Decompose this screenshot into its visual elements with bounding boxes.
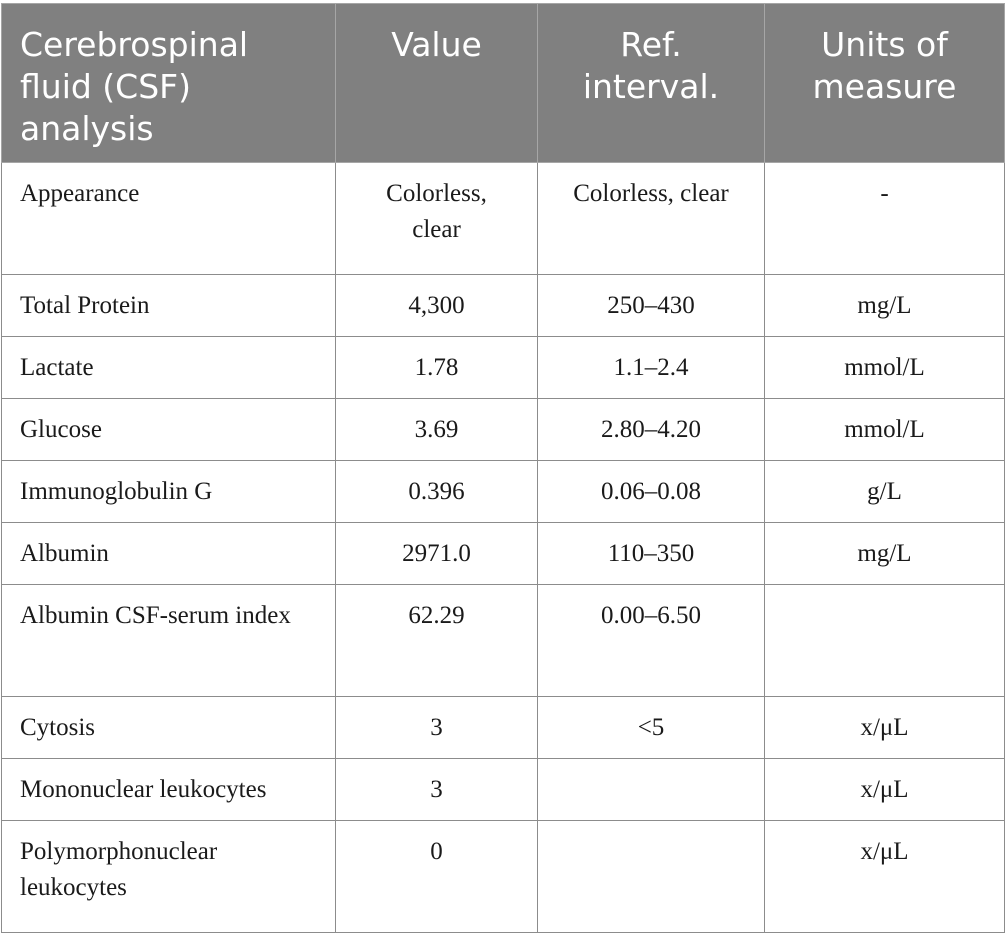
header-row: [2, 4, 1005, 163]
row-value: 4,300: [336, 275, 538, 337]
row-unit: [765, 585, 1005, 697]
row-parameter: Cytosis: [2, 697, 336, 759]
table-row: [2, 585, 1005, 697]
csf-analysis-table: [1, 3, 1005, 933]
row-value: 0: [336, 821, 538, 933]
row-ref-interval: 110–350: [538, 523, 765, 585]
row-parameter: Immunoglobulin G: [2, 461, 336, 523]
row-unit: -: [765, 163, 1005, 275]
row-value: 1.78: [336, 337, 538, 399]
table-row: [2, 337, 1005, 399]
row-unit: mg/L: [765, 275, 1005, 337]
row-value: 3.69: [336, 399, 538, 461]
header-ref-interval: Ref. interval.: [538, 4, 765, 163]
csf-analysis-table-container: [1, 3, 1004, 933]
row-value: Colorless, clear: [336, 163, 538, 275]
row-unit: x/μL: [765, 759, 1005, 821]
row-unit: mg/L: [765, 523, 1005, 585]
row-parameter: Mononuclear leukocytes: [2, 759, 336, 821]
row-unit: mmol/L: [765, 399, 1005, 461]
row-ref-interval: 0.06–0.08: [538, 461, 765, 523]
row-value: 62.29: [336, 585, 538, 697]
table-row: [2, 399, 1005, 461]
table-row: [2, 523, 1005, 585]
row-ref-interval: 0.00–6.50: [538, 585, 765, 697]
row-parameter: Glucose: [2, 399, 336, 461]
row-ref-interval: 2.80–4.20: [538, 399, 765, 461]
table-row: [2, 759, 1005, 821]
row-value: 3: [336, 759, 538, 821]
row-ref-interval: 1.1–2.4: [538, 337, 765, 399]
row-value: 0.396: [336, 461, 538, 523]
row-ref-interval: <5: [538, 697, 765, 759]
row-value: 3: [336, 697, 538, 759]
row-parameter: Total Protein: [2, 275, 336, 337]
table-row: [2, 697, 1005, 759]
row-unit: x/μL: [765, 821, 1005, 933]
row-value: 2971.0: [336, 523, 538, 585]
row-ref-interval: [538, 821, 765, 933]
row-parameter: Polymorphonuclear leukocytes: [2, 821, 336, 933]
table-row: [2, 275, 1005, 337]
row-ref-interval: [538, 759, 765, 821]
row-unit: mmol/L: [765, 337, 1005, 399]
row-parameter: Albumin CSF-serum index: [2, 585, 336, 697]
row-unit: g/L: [765, 461, 1005, 523]
row-parameter: Albumin: [2, 523, 336, 585]
table-row: [2, 163, 1005, 275]
table-row: [2, 821, 1005, 933]
row-ref-interval: 250–430: [538, 275, 765, 337]
row-parameter: Appearance: [2, 163, 336, 275]
header-units: Units of measure: [765, 4, 1005, 163]
row-ref-interval: Colorless, clear: [538, 163, 765, 275]
row-unit: x/μL: [765, 697, 1005, 759]
header-value: Value: [336, 4, 538, 163]
header-parameter: Cerebrospinal fluid (CSF) analysis: [2, 4, 336, 163]
table-row: [2, 461, 1005, 523]
row-parameter: Lactate: [2, 337, 336, 399]
